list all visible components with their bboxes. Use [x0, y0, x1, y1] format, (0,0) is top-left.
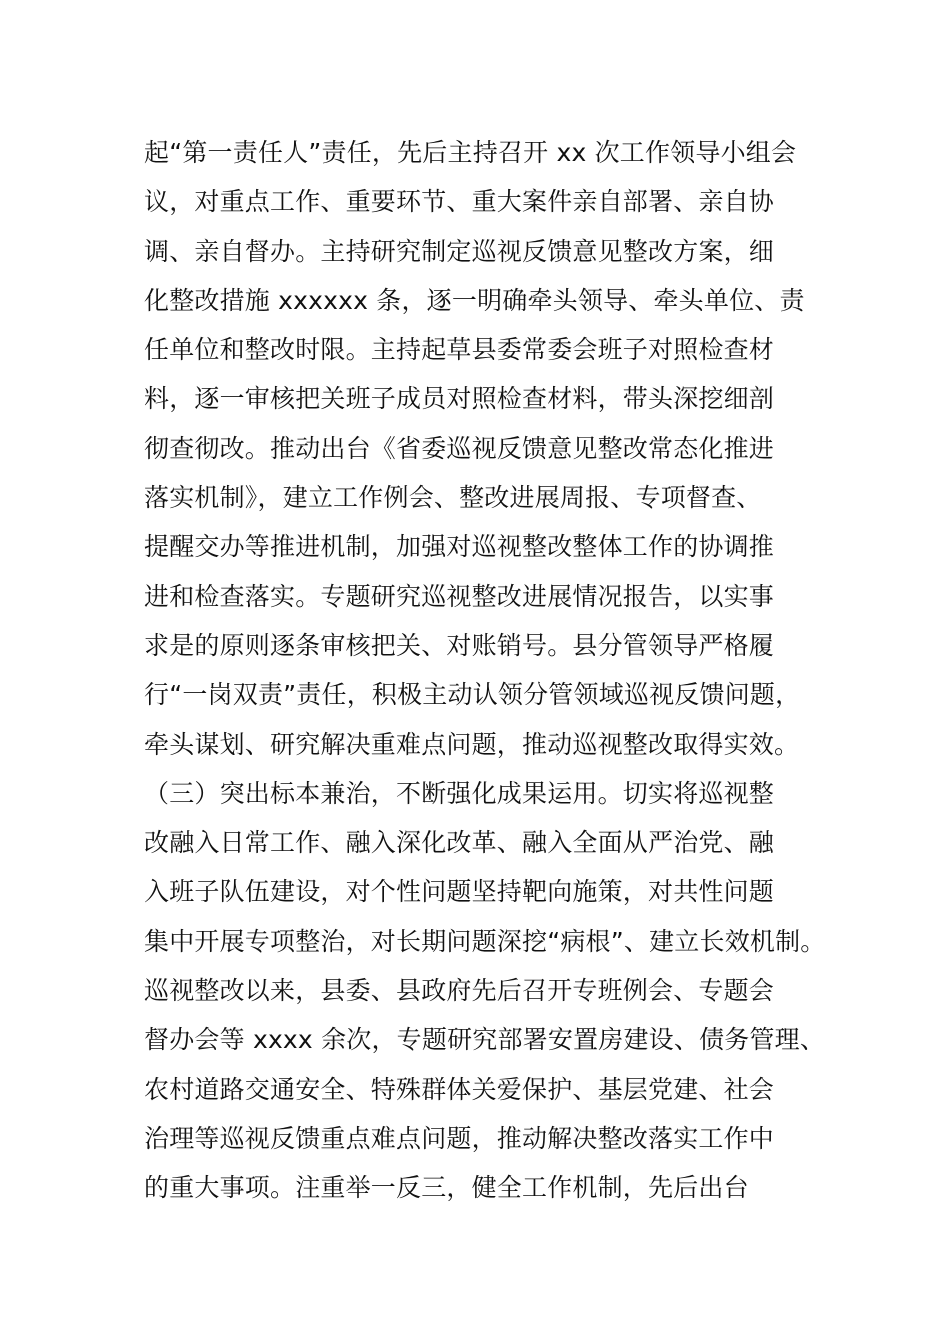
text-line: 提醒交办等推进机制，加强对巡视整改整体工作的协调推 — [144, 532, 775, 562]
text-line: 求是的原则逐条审核把关、对账销号。县分管领导严格履 — [144, 630, 775, 660]
text-line: 集中开展专项整治，对长期问题深挖“病根”、建立长效机制。 — [144, 926, 826, 956]
text-line: 化整改措施 xxxxxx 条，逐一明确牵头领导、牵头单位、责 — [144, 285, 805, 315]
text-line: 入班子队伍建设，对个性问题坚持靶向施策，对共性问题 — [144, 877, 775, 907]
text-line: 改融入日常工作、融入深化改革、融入全面从严治党、融 — [144, 828, 775, 858]
text-line: 调、亲自督办。主持研究制定巡视反馈意见整改方案，细 — [144, 236, 775, 266]
text-line: 任单位和整改时限。主持起草县委常委会班子对照检查材 — [144, 335, 775, 365]
section-heading-line: （三）突出标本兼治，不断强化成果运用。切实将巡视整 — [144, 778, 775, 808]
text-line: 料，逐一审核把关班子成员对照检查材料，带头深挖细剖 — [144, 384, 775, 414]
text-line: 牵头谋划、研究解决重难点问题，推动巡视整改取得实效。 — [144, 729, 800, 759]
text-line: 治理等巡视反馈重点难点问题，推动解决整改落实工作中 — [144, 1123, 775, 1153]
text-line: 巡视整改以来，县委、县政府先后召开专班例会、专题会 — [144, 976, 775, 1006]
text-line: 起“第一责任人”责任，先后主持召开 xx 次工作领导小组会 — [144, 138, 797, 167]
text-line: 农村道路交通安全、特殊群体关爱保护、基层党建、社会 — [144, 1074, 775, 1104]
body-text — [144, 128, 824, 1213]
text-line: 的重大事项。注重举一反三，健全工作机制，先后出台 — [144, 1173, 749, 1203]
text-line: 行“一岗双责”责任，积极主动认领分管领域巡视反馈问题， — [144, 680, 801, 710]
text-line: 进和检查落实。专题研究巡视整改进展情况报告，以实事 — [144, 581, 775, 611]
text-line: 落实机制》，建立工作例会、整改进展周报、专项督查、 — [144, 483, 762, 513]
text-line: 议，对重点工作、重要环节、重大案件亲自部署、亲自协 — [144, 187, 775, 217]
text-line: 彻查彻改。推动出台《省委巡视反馈意见整改常态化推进 — [144, 433, 775, 463]
text-line: 督办会等 xxxx 余次，专题研究部署安置房建设、债务管理、 — [144, 1025, 826, 1055]
